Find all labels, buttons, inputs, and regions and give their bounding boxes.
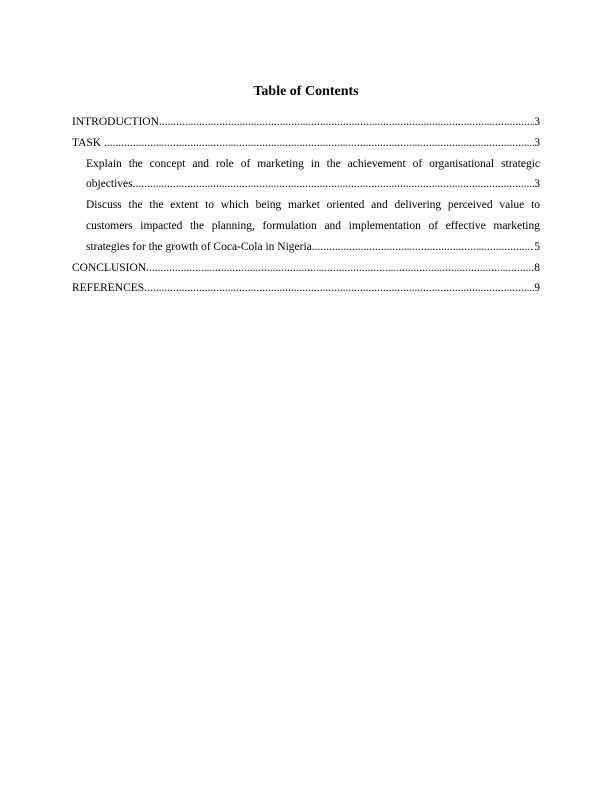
toc-entry-references[interactable] — [72, 278, 540, 299]
leader-dots — [312, 237, 534, 258]
toc-entry-label: strategies for the growth of Coca-Cola in Nigeria — [86, 240, 312, 253]
toc-page-number: 3 — [534, 116, 540, 128]
leader-dots — [159, 112, 534, 133]
toc-entry-introduction[interactable] — [72, 112, 540, 133]
leader-dots — [146, 258, 534, 279]
toc-entry-marketing-concept[interactable] — [72, 154, 540, 196]
toc-entry-label: objectives — [86, 178, 133, 191]
toc-entry-label: TASK — [72, 136, 104, 149]
toc-page-number: 8 — [534, 261, 540, 274]
toc-entry-last-line — [72, 237, 540, 258]
toc-page-number: 5 — [534, 240, 540, 253]
toc-entry-conclusion[interactable] — [72, 258, 540, 279]
leader-dots — [133, 174, 535, 195]
toc-page-number: 3 — [534, 136, 540, 149]
toc-entry-label: INTRODUCTION — [72, 116, 159, 128]
toc-entry-line: customers impacted the planning, formulation and implementation of effective marketing — [86, 219, 540, 232]
toc-title: Table of Contents — [253, 84, 359, 99]
toc-entry-label: REFERENCES — [72, 282, 145, 295]
toc-entry-last-line — [72, 174, 540, 195]
toc-entry-task[interactable] — [72, 133, 540, 154]
leader-dots — [104, 133, 534, 154]
table-of-contents — [72, 112, 540, 299]
toc-entry-market-oriented[interactable] — [72, 195, 540, 257]
toc-entry-label: CONCLUSION — [72, 261, 147, 274]
toc-page-number: 9 — [534, 282, 540, 295]
toc-entry-line: Discuss the the extent to which being market oriented and delivering perceived value to — [86, 199, 540, 212]
toc-entry-line: Explain the concept and role of marketing in the achievement of organisational strategic — [86, 157, 540, 170]
toc-page-number: 3 — [534, 178, 540, 191]
leader-dots — [144, 278, 534, 299]
